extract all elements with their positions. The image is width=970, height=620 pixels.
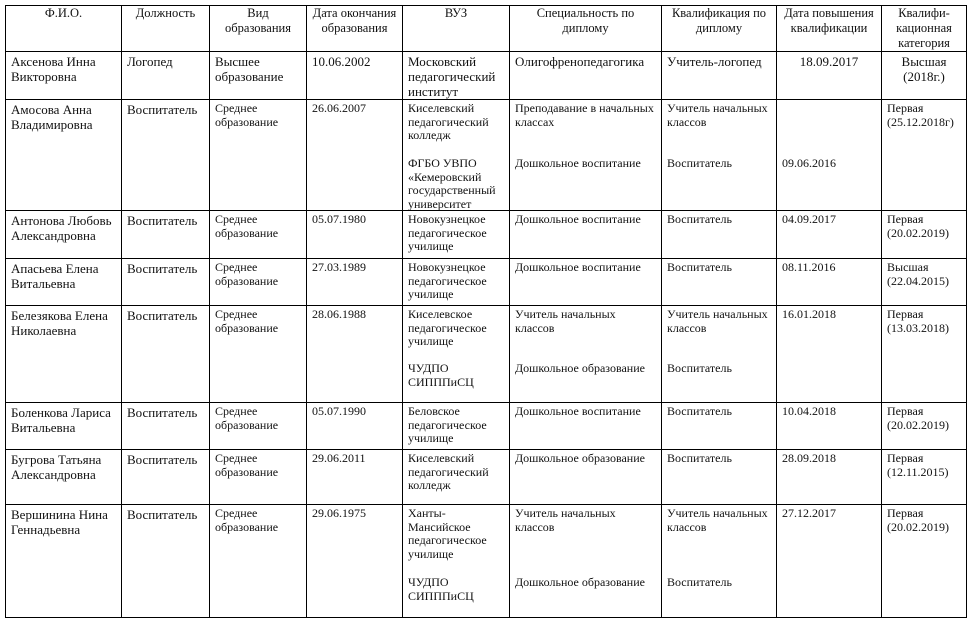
table-row (6, 403, 967, 450)
education-cell: Среднее образование (210, 306, 307, 403)
table-body (6, 52, 967, 618)
education-cell: Среднее образование (210, 100, 307, 211)
category-cell: Первая (20.02.2019) (882, 505, 967, 618)
name-cell: Боленкова Лариса Витальевна (6, 403, 122, 450)
vuz-entry: Беловское педагогическое училище (408, 404, 487, 445)
header-education: Вид образования (210, 6, 307, 52)
graduation-date-cell: 29.06.2011 (307, 450, 403, 505)
graduation-date-cell: 05.07.1990 (307, 403, 403, 450)
qualification-entry: Воспитатель (667, 575, 732, 589)
vuz-entry: Киселевский педагогический колледж (408, 101, 489, 142)
table-row (6, 306, 967, 403)
specialty-cell (510, 259, 662, 306)
training-date-entry: 16.01.2018 (782, 307, 836, 321)
position-cell: Воспитатель (122, 403, 210, 450)
name-cell: Антонова Любовь Александровна (6, 211, 122, 259)
vuz-cell (403, 211, 510, 259)
vuz-cell (403, 100, 510, 211)
category-cell: Первая (20.02.2019) (882, 211, 967, 259)
header-category: Квалифи-кационная категория (882, 6, 967, 52)
qualification-cell (662, 403, 777, 450)
qualification-entry: Учитель начальных классов (667, 101, 768, 129)
category-cell: Первая (13.03.2018) (882, 306, 967, 403)
header-vuz: ВУЗ (403, 6, 510, 52)
education-cell: Среднее образование (210, 505, 307, 618)
training-date-cell (777, 52, 882, 100)
name-cell: Апасьева Елена Витальевна (6, 259, 122, 306)
name-cell: Вершинина Нина Геннадьевна (6, 505, 122, 618)
qualification-entry: Воспитатель (667, 260, 732, 274)
qualification-cell (662, 100, 777, 211)
training-date-cell (777, 100, 882, 211)
training-date-entry: 18.09.2017 (799, 54, 859, 69)
training-date-entry: 10.04.2018 (782, 404, 836, 418)
qualification-entry: Воспитатель (667, 361, 732, 375)
specialty-entry: Олигофренопедагогика (515, 54, 645, 69)
graduation-date-cell: 26.06.2007 (307, 100, 403, 211)
vuz-entry: Киселевский педагогический колледж (408, 451, 489, 492)
qualification-entry: Воспитатель (667, 156, 732, 170)
position-cell: Воспитатель (122, 259, 210, 306)
position-cell: Воспитатель (122, 450, 210, 505)
vuz-cell (403, 259, 510, 306)
training-date-entry: 09.06.2016 (782, 156, 836, 170)
graduation-date-cell: 29.06.1975 (307, 505, 403, 618)
vuz-entry: ФГБО УВПО «Кемеровский государственный университет (408, 156, 496, 211)
specialty-entry: Учитель начальных классов (515, 307, 616, 335)
category-cell: Первая (20.02.2019) (882, 403, 967, 450)
specialty-entry: Преподавание в начальных классах (515, 101, 654, 129)
specialty-cell (510, 403, 662, 450)
vuz-cell (403, 403, 510, 450)
training-date-cell (777, 505, 882, 618)
vuz-entry: Новокузнецкое педагогическое училище (408, 212, 487, 253)
graduation-date-cell: 27.03.1989 (307, 259, 403, 306)
header-training-date: Дата повышения квалификации (777, 6, 882, 52)
specialty-entry: Учитель начальных классов (515, 506, 616, 534)
vuz-cell (403, 306, 510, 403)
education-cell: Среднее образование (210, 259, 307, 306)
table-row (6, 259, 967, 306)
qualification-entry: Воспитатель (667, 451, 732, 465)
specialty-entry: Дошкольное воспитание (515, 156, 641, 170)
vuz-entry: ЧУДПО СИПППиСЦ (408, 361, 474, 389)
qualification-entry: Учитель начальных классов (667, 506, 768, 534)
header-qualification: Квалификация по диплому (662, 6, 777, 52)
position-cell: Воспитатель (122, 100, 210, 211)
education-cell: Среднее образование (210, 450, 307, 505)
position-cell: Воспитатель (122, 211, 210, 259)
specialty-cell (510, 211, 662, 259)
specialty-cell (510, 450, 662, 505)
table-row (6, 450, 967, 505)
qualification-cell (662, 52, 777, 100)
training-date-cell (777, 450, 882, 505)
education-cell: Среднее образование (210, 403, 307, 450)
qualification-entry: Воспитатель (667, 404, 732, 418)
specialty-cell (510, 52, 662, 100)
specialty-entry: Дошкольное воспитание (515, 260, 641, 274)
header-position: Должность (122, 6, 210, 52)
graduation-date-cell: 28.06.1988 (307, 306, 403, 403)
training-date-entry: 08.11.2016 (782, 260, 836, 274)
position-cell: Воспитатель (122, 306, 210, 403)
category-cell: Первая (12.11.2015) (882, 450, 967, 505)
training-date-cell (777, 259, 882, 306)
staff-table (5, 5, 967, 618)
vuz-entry: Новокузнецкое педагогическое училище (408, 260, 487, 301)
specialty-entry: Дошкольное воспитание (515, 404, 641, 418)
specialty-entry: Дошкольное образование (515, 451, 645, 465)
training-date-entry: 27.12.2017 (782, 506, 836, 520)
table-row (6, 100, 967, 211)
header-row (6, 6, 967, 52)
table-row (6, 52, 967, 100)
graduation-date-cell: 10.06.2002 (307, 52, 403, 100)
specialty-entry: Дошкольное образование (515, 361, 645, 375)
vuz-cell (403, 450, 510, 505)
qualification-entry: Учитель-логопед (667, 54, 762, 69)
vuz-entry: Киселевское педагогическое училище (408, 307, 487, 348)
qualification-cell (662, 306, 777, 403)
training-date-cell (777, 306, 882, 403)
training-date-entry: 28.09.2018 (782, 451, 836, 465)
specialty-cell (510, 505, 662, 618)
training-date-entry: 04.09.2017 (782, 212, 836, 226)
position-cell: Воспитатель (122, 505, 210, 618)
header-name: Ф.И.О. (6, 6, 122, 52)
specialty-entry: Дошкольное воспитание (515, 212, 641, 226)
training-date-cell (777, 403, 882, 450)
table-row (6, 505, 967, 618)
specialty-entry: Дошкольное образование (515, 575, 645, 589)
table-row (6, 211, 967, 259)
name-cell: Амосова Анна Владимировна (6, 100, 122, 211)
header-graduation-date: Дата окончания образования (307, 6, 403, 52)
category-cell: Высшая (2018г.) (882, 52, 967, 100)
vuz-entry: Ханты-Мансийское педагогическое училище (408, 506, 487, 561)
vuz-entry: Московский педагогический институт (408, 54, 496, 99)
name-cell: Аксенова Инна Викторовна (6, 52, 122, 100)
education-cell: Высшее образование (210, 52, 307, 100)
qualification-cell (662, 211, 777, 259)
specialty-cell (510, 306, 662, 403)
position-cell: Логопед (122, 52, 210, 100)
category-cell: Первая (25.12.2018г) (882, 100, 967, 211)
vuz-cell (403, 505, 510, 618)
name-cell: Белезякова Елена Николаевна (6, 306, 122, 403)
vuz-entry: ЧУДПО СИПППиСЦ (408, 575, 474, 603)
specialty-cell (510, 100, 662, 211)
graduation-date-cell: 05.07.1980 (307, 211, 403, 259)
qualification-cell (662, 259, 777, 306)
education-cell: Среднее образование (210, 211, 307, 259)
qualification-cell (662, 450, 777, 505)
name-cell: Бугрова Татьяна Александровна (6, 450, 122, 505)
qualification-cell (662, 505, 777, 618)
qualification-entry: Воспитатель (667, 212, 732, 226)
training-date-cell (777, 211, 882, 259)
category-cell: Высшая (22.04.2015) (882, 259, 967, 306)
header-specialty: Специальность по диплому (510, 6, 662, 52)
vuz-cell (403, 52, 510, 100)
qualification-entry: Учитель начальных классов (667, 307, 768, 335)
